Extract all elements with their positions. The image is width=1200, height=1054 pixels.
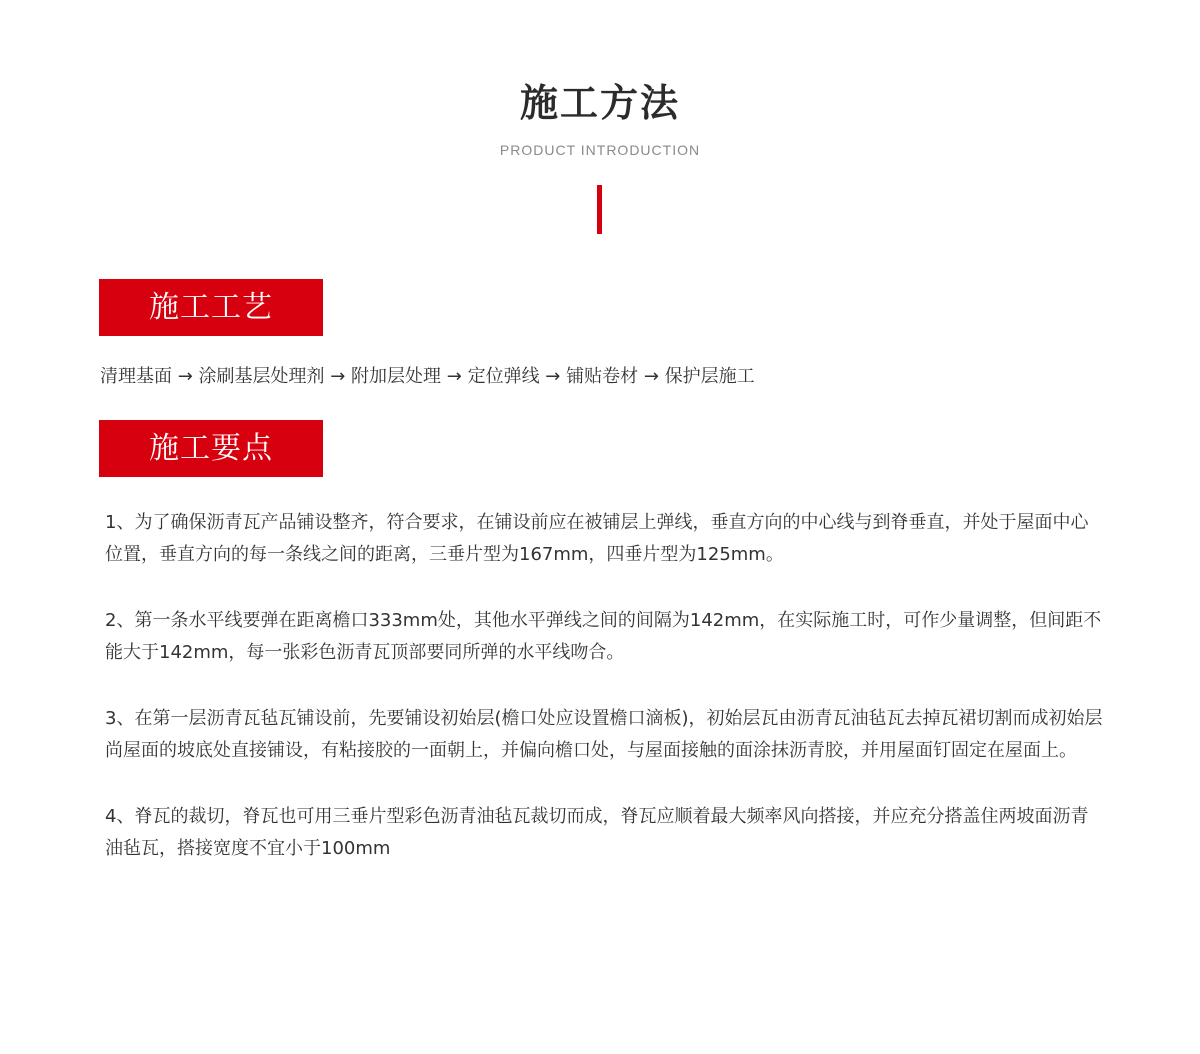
points-list [105,507,1105,899]
point-item-1: 1、为了确保沥青瓦产品铺设整齐，符合要求，在铺设前应在被铺层上弹线，垂直方向的中心线与到脊垂直，并处于屋面中心位置，垂直方向的每一条线之间的距离，三垂片型为167mm，四垂片型为125mm。 [105,512,1089,565]
section-heading-process: 施工工艺 [99,279,323,336]
page-title: 施工方法 [519,81,680,125]
section-heading-points: 施工要点 [99,420,323,477]
process-flow: 清理基面 → 涂刷基层处理剂 → 附加层处理 → 定位弹线 → 铺贴卷材 → 保护层施工 [100,366,755,387]
point-item-3: 3、在第一层沥青瓦毡瓦铺设前，先要铺设初始层(檐口处应设置檐口滴板)，初始层瓦由沥青瓦油毡瓦去掉瓦裙切割而成初始层尚屋面的坡底处直接铺设，有粘接胶的一面朝上，并偏向檐口处，与屋面接触的面涂抹沥青胶，并用屋面钉固定在屋面上。 [105,708,1103,761]
point-item-2: 2、第一条水平线要弹在距离檐口333mm处，其他水平弹线之间的间隔为142mm，在实际施工时，可作少量调整，但间距不能大于142mm，每一张彩色沥青瓦顶部要同所弹的水平线吻合。 [105,610,1102,663]
title-divider [597,185,602,234]
page-subtitle: PRODUCT INTRODUCTION [499,142,701,158]
point-item-4: 4、脊瓦的裁切，脊瓦也可用三垂片型彩色沥青油毡瓦裁切而成，脊瓦应顺着最大频率风向搭接，并应充分搭盖住两坡面沥青油毡瓦，搭接宽度不宜小于100mm [105,806,1089,859]
